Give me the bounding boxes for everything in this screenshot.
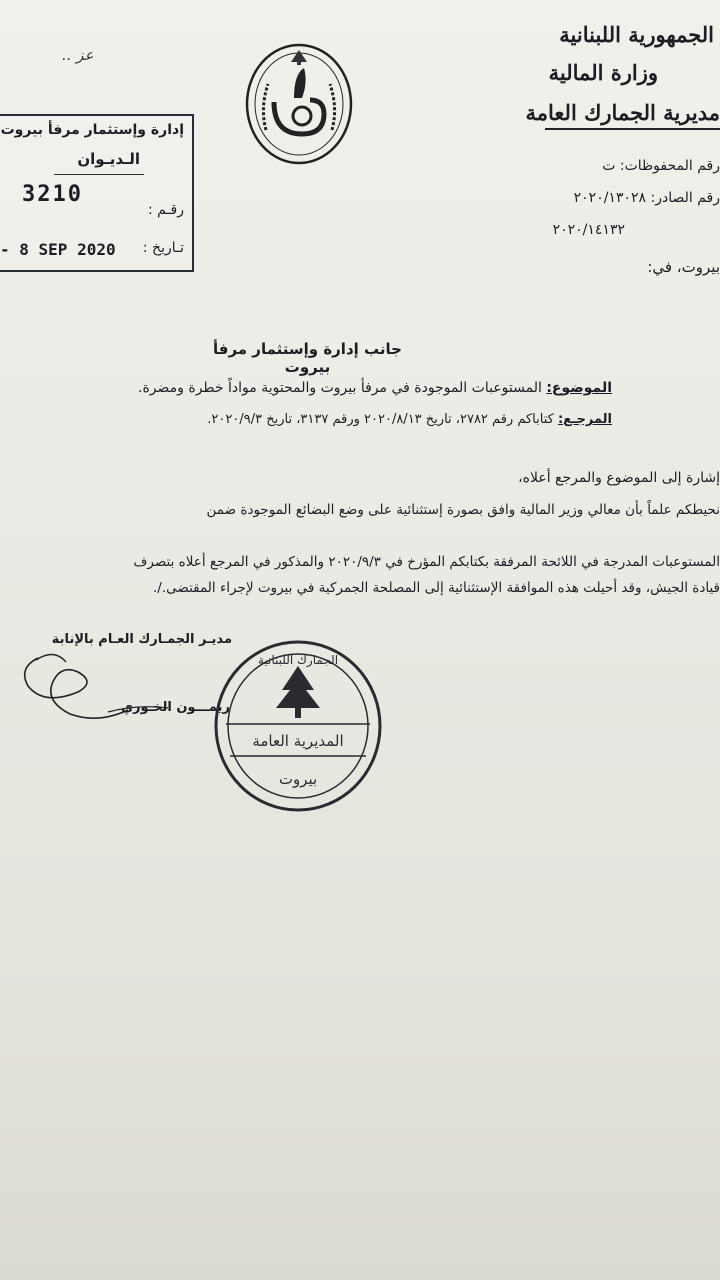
stamp-date-label: تـاريخ : [142,240,184,256]
second-number: ٢٠٢٠/١٤١٣٢ [552,222,625,238]
stamp-date: - 8 SEP 2020 [0,240,116,259]
subject-label: الموضوع: [546,380,612,396]
customs-emblem-icon [244,42,354,166]
recipient-line: جانب إدارة وإستثمار مرفأ بيروت [213,340,402,376]
directorate-heading: مديرية الجمارك العامة [525,100,720,125]
paragraph-line: نحيطكم علماً بأن معالي وزير المالية وافق بصورة إستثنائية على وضع البضائع الموجودة ضمن [206,502,720,518]
reference-line [12,412,612,427]
official-seal-icon [212,638,384,814]
subject-text: المستوعبات الموجودة في مرفأ بيروت والمحتوية مواداً خطرة ومضرة. [138,380,547,396]
stamp-number-label: رقـم : [147,202,184,218]
stamp-number: 3210 [22,182,83,207]
ministry-heading: وزارة المالية [548,60,658,85]
handwritten-note: عز .. [62,46,94,64]
paragraph-line: المستوعبات المدرجة في اللائحة المرفقة بكتابكم المؤرخ في ٢٠٢٠/٩/٣ والمذكور في المرجع أعلاه بتصرف [133,554,720,570]
paragraph-line: قيادة الجيش، وقد أحيلت هذه الموافقة الإستثنائية إلى المصلحة الجمركية في بيروت لإجراء المقتضى./. [153,580,720,596]
seal-outer-text: الجمارك اللبنانية [257,653,339,667]
stamp-office-underline [54,174,144,175]
subject-line [72,380,612,396]
signature-title: مديـر الجمـارك العـام بالإنابة [51,632,232,647]
place-date: بيروت، في: [647,258,720,276]
archive-number: رقم المحفوظات: ت [602,158,720,174]
issue-number: رقم الصادر: ٢٠٢٠/١٣٠٢٨ [573,190,720,206]
stamp-department: إدارة وإستثمار مرفأ بيروت [0,122,184,138]
received-stamp [0,114,194,272]
seal-inner-text: المديرية العامة [252,732,344,750]
republic-heading: الجمهورية اللبنانية [559,22,714,47]
reference-text: كتاباكم رقم ٢٧٨٢، تاريخ ٢٠٢٠/٨/١٣ ورقم ٣١٣٧، تاريخ ٢٠٢٠/٩/٣. [207,412,558,427]
signatory-name: ريمـــون الخـوري [121,700,230,715]
seal-city: بيروت [278,770,318,788]
reference-label: المرجـع: [557,412,612,427]
stamp-office: الـديـوان [77,150,140,168]
directorate-underline [545,128,720,130]
opening-line: إشارة إلى الموضوع والمرجع أعلاه، [518,470,720,486]
